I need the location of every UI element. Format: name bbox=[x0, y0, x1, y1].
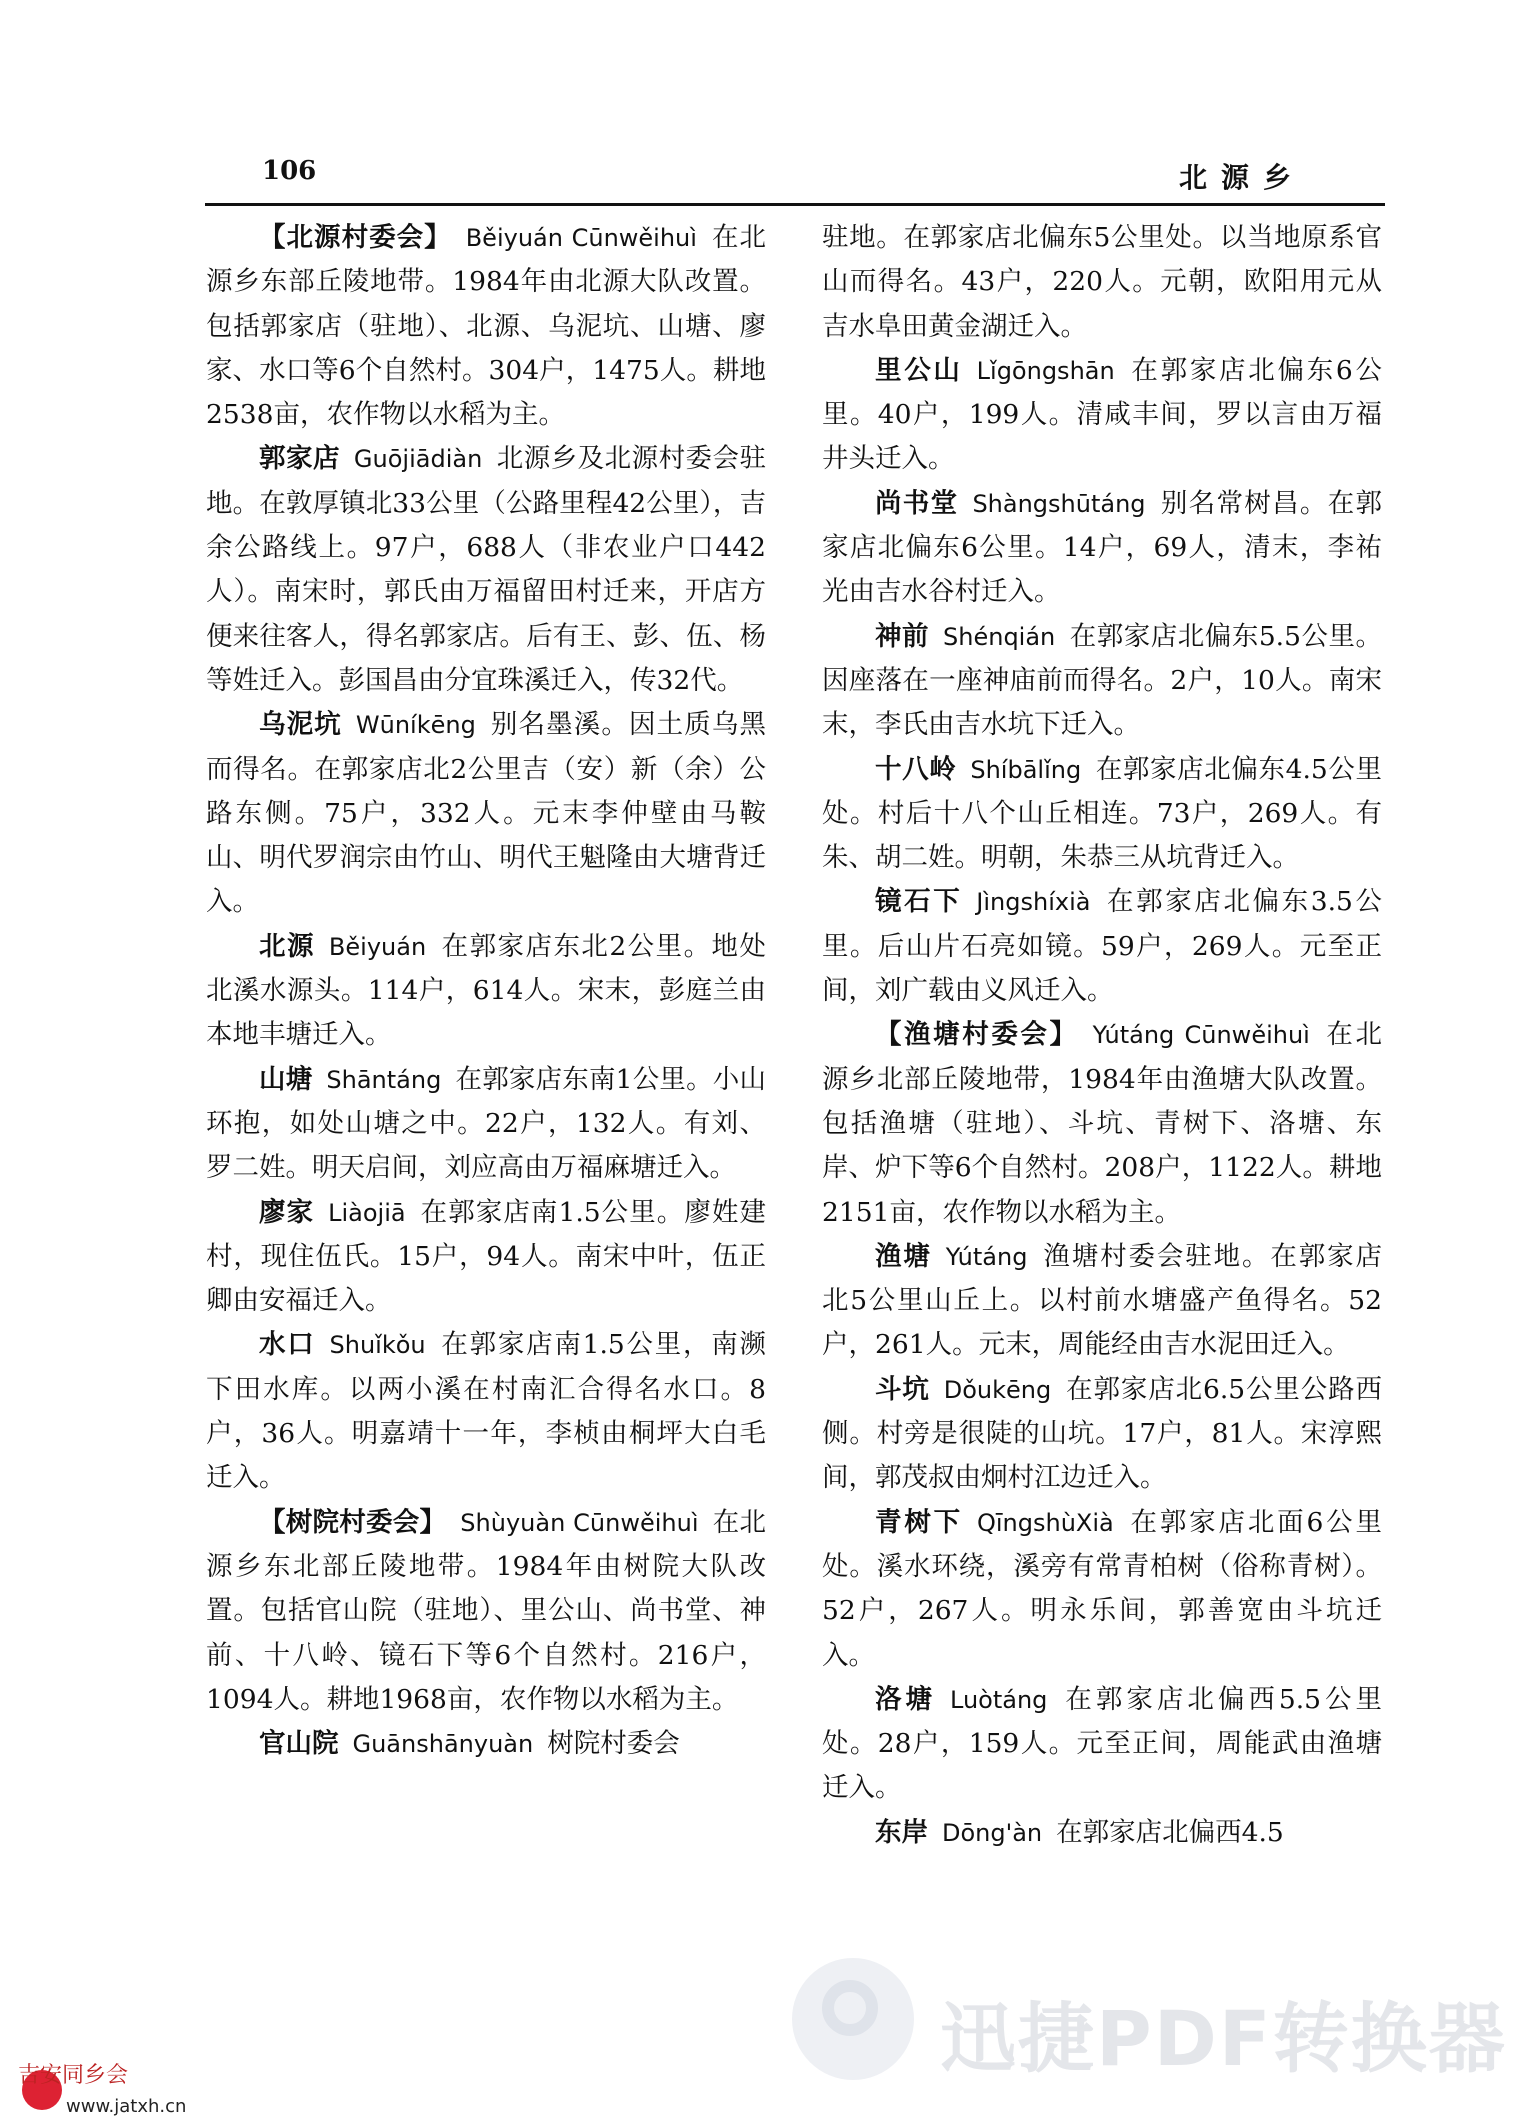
entry-text: 树院村委会 bbox=[547, 1728, 680, 1760]
entry bbox=[206, 1722, 766, 1766]
entry-text: 在郭家店南1.5公里，南濒下田水库。以两小溪在村南汇合得名水口。8户，36人。明嘉靖十一年，李桢由桐坪大白毛迁入。 bbox=[206, 1329, 766, 1494]
entry bbox=[822, 1013, 1382, 1234]
entry-head: 廖家 bbox=[259, 1196, 315, 1228]
entry-text: 在郭家店北偏东3.5公里。后山片石亮如镜。59户，269人。元至正间，刘广载由义风迁入。 bbox=[822, 886, 1382, 1007]
entry-head: 尚书堂 bbox=[875, 487, 959, 519]
entry-pinyin: Luòtáng bbox=[950, 1685, 1048, 1714]
entry bbox=[822, 1235, 1382, 1368]
entry-head: 里公山 bbox=[875, 354, 963, 386]
entry bbox=[822, 349, 1382, 482]
entry-text: 在郭家店北偏东4.5公里处。村后十八个山丘相连。73户，269人。有朱、胡二姓。明朝，朱恭三从坑背迁入。 bbox=[822, 753, 1383, 874]
entry-pinyin: Lǐgōngshān bbox=[976, 356, 1115, 385]
entry-continuation: 驻地。在郭家店北偏东5公里处。以当地原系官山而得名。43户，220人。元朝，欧阳用元从吉水阜田黄金湖迁入。 bbox=[822, 222, 1382, 342]
entry bbox=[206, 216, 766, 437]
entry bbox=[822, 482, 1382, 615]
header-rule bbox=[205, 203, 1385, 206]
entry-text: 在郭家店东北2公里。地处北溪水源头。114户，614人。宋末，彭庭兰由本地丰塘迁入。 bbox=[206, 930, 766, 1051]
entry-pinyin: Yútáng Cūnwěihuì bbox=[1092, 1021, 1310, 1050]
entry-text: 在郭家店北偏东5.5公里。因座落在一座神庙前而得名。2户，10人。南宋末，李氏由吉水坑下迁入。 bbox=[822, 620, 1382, 741]
entry bbox=[206, 703, 766, 924]
page-number: 106 bbox=[262, 156, 317, 186]
entry-head: 水口 bbox=[259, 1329, 316, 1361]
entry-pinyin: Wūníkēng bbox=[355, 711, 476, 740]
entry bbox=[206, 925, 766, 1058]
entry-text: 别名墨溪。因土质乌黑而得名。在郭家店北2公里吉（安）新（余）公路东侧。75户，332人。元末李仲壁由马鞍山、明代罗润宗由竹山、明代王魁隆由大塘背迁入。 bbox=[206, 709, 767, 918]
entry-pinyin: Běiyuán Cūnwěihuì bbox=[465, 224, 697, 252]
entry-head: 渔塘 bbox=[875, 1240, 932, 1272]
entry-text: 在郭家店北6.5公里公路西侧。村旁是很陡的山坑。17户，81人。宋淳熙间，郭茂叔由炯村江边迁入。 bbox=[822, 1373, 1382, 1494]
entry-pinyin: Shénqián bbox=[943, 622, 1056, 651]
entry-pinyin: Liàojiā bbox=[328, 1198, 406, 1227]
entry bbox=[822, 1368, 1382, 1501]
entry-head: 十八岭 bbox=[875, 753, 957, 785]
entry-text: 在北源乡北部丘陵地带，1984年由渔塘大队改置。包括渔塘（驻地）、斗坑、青树下、洛塘、东岸、炉下等6个自然村。208户，1122人。耕地2151亩，农作物以水稻为主。 bbox=[822, 1019, 1383, 1228]
entry bbox=[206, 1501, 766, 1722]
entry bbox=[822, 1501, 1382, 1678]
entry-text: 在北源乡东部丘陵地带。1984年由北源大队改置。包括郭家店（驻地）、北源、乌泥坑、山塘、廖家、水口等6个自然村。304户，1475人。耕地2538亩，农作物以水稻为主。 bbox=[206, 222, 767, 431]
entry-head: 青树下 bbox=[875, 1506, 963, 1538]
entry-text: 在郭家店北偏西5.5公里处。28户，159人。元至正间，周能武由渔塘迁入。 bbox=[822, 1683, 1382, 1804]
entry-text: 在郭家店北面6公里处。溪水环绕，溪旁有常青柏树（俗称青树）。52户，267人。明永乐间，郭善宽由斗坑迁入。 bbox=[822, 1506, 1382, 1671]
entry-text: 北源乡及北源村委会驻地。在敦厚镇北33公里（公路里程42公里），吉余公路线上。97户，688人（非农业户口442人）。南宋时，郭氏由万福留田村迁来，开店方便来往客人，得名郭家店。后有王、彭、伍、杨等姓迁入。彭国昌由分宜珠溪迁入，传32代。 bbox=[206, 443, 767, 696]
entry-pinyin: Guānshānyuàn bbox=[352, 1730, 534, 1759]
entry-pinyin: Guōjiādiàn bbox=[353, 445, 483, 474]
entry-pinyin: Shuǐkǒu bbox=[329, 1331, 426, 1360]
entry bbox=[822, 1678, 1382, 1811]
entry-head: 东岸 bbox=[875, 1816, 928, 1848]
entry-text: 在郭家店东南1公里。小山环抱，如处山塘之中。22户，132人。有刘、罗二姓。明天启间，刘应高由万福麻塘迁入。 bbox=[206, 1063, 766, 1184]
entry-head: 【北源村委会】 bbox=[259, 222, 452, 253]
entry-pinyin: Shíbālǐng bbox=[970, 755, 1082, 784]
entry-pinyin: Shāntáng bbox=[326, 1065, 442, 1094]
entry-head: 斗坑 bbox=[875, 1373, 930, 1405]
site-url: www.jatxh.cn bbox=[66, 2096, 187, 2117]
entry bbox=[206, 1191, 766, 1324]
entry-head: 山塘 bbox=[259, 1063, 313, 1095]
entry-pinyin: Shùyuàn Cūnwěihuì bbox=[460, 1508, 699, 1537]
entry-text: 在郭家店北偏西4.5 bbox=[1056, 1816, 1284, 1848]
entry-pinyin: Shàngshūtáng bbox=[972, 489, 1146, 518]
entry-text: 渔塘村委会驻地。在郭家店北5公里山丘上。以村前水塘盛产鱼得名。52户，261人。元末，周能经由吉水泥田迁入。 bbox=[822, 1240, 1383, 1361]
entry-head: 【树院村委会】 bbox=[259, 1506, 447, 1538]
running-head: 北源乡 bbox=[1178, 161, 1305, 194]
entry bbox=[206, 1323, 766, 1500]
entry-head: 郭家店 bbox=[259, 443, 340, 475]
watermark-text: 迅捷PDF转换器 bbox=[940, 1994, 1507, 2083]
left-column bbox=[206, 216, 766, 1766]
entry-pinyin: Jìngshíxià bbox=[976, 888, 1091, 917]
entry-head: 官山院 bbox=[259, 1728, 339, 1760]
entry-text: 在郭家店南1.5公里。廖姓建村，现住伍氏。15户，94人。南宋中叶，伍正卿由安福迁入。 bbox=[206, 1196, 766, 1317]
site-logo: 吉安同乡会 bbox=[18, 2063, 129, 2088]
entry-text: 别名常树昌。在郭家店北偏东6公里。14户，69人，清末，李祐光由吉水谷村迁入。 bbox=[822, 487, 1383, 608]
entry-head: 神前 bbox=[875, 620, 930, 652]
entry bbox=[822, 615, 1382, 748]
entry-text: 在北源乡东北部丘陵地带。1984年由树院大队改置。包括官山院（驻地）、里公山、尚书堂、神前、十八岭、镜石下等6个自然村。216户，1094人。耕地1968亩，农作物以水稻为主。 bbox=[206, 1506, 767, 1715]
entry-pinyin: Dōng'àn bbox=[942, 1818, 1043, 1847]
entry-pinyin: Dǒukēng bbox=[943, 1375, 1052, 1404]
entry-pinyin: Běiyuán bbox=[328, 932, 427, 961]
entry bbox=[822, 748, 1382, 881]
entry bbox=[206, 437, 766, 703]
entry bbox=[206, 1058, 766, 1191]
right-column bbox=[822, 216, 1382, 1855]
entry-head: 乌泥坑 bbox=[259, 709, 342, 741]
entry bbox=[822, 1811, 1382, 1855]
entry-head: 洛塘 bbox=[875, 1683, 936, 1715]
entry bbox=[822, 880, 1382, 1013]
entry-head: 北源 bbox=[259, 930, 315, 962]
entry-text: 在郭家店北偏东6公里。40户，199人。清咸丰间，罗以言由万福井头迁入。 bbox=[822, 354, 1382, 475]
watermark-logo-icon bbox=[792, 1958, 914, 2080]
entry-head: 镜石下 bbox=[875, 886, 963, 918]
entry-pinyin: QīngshùXià bbox=[976, 1508, 1114, 1537]
entry-head: 【渔塘村委会】 bbox=[875, 1019, 1079, 1051]
entry-pinyin: Yútáng bbox=[945, 1242, 1028, 1271]
